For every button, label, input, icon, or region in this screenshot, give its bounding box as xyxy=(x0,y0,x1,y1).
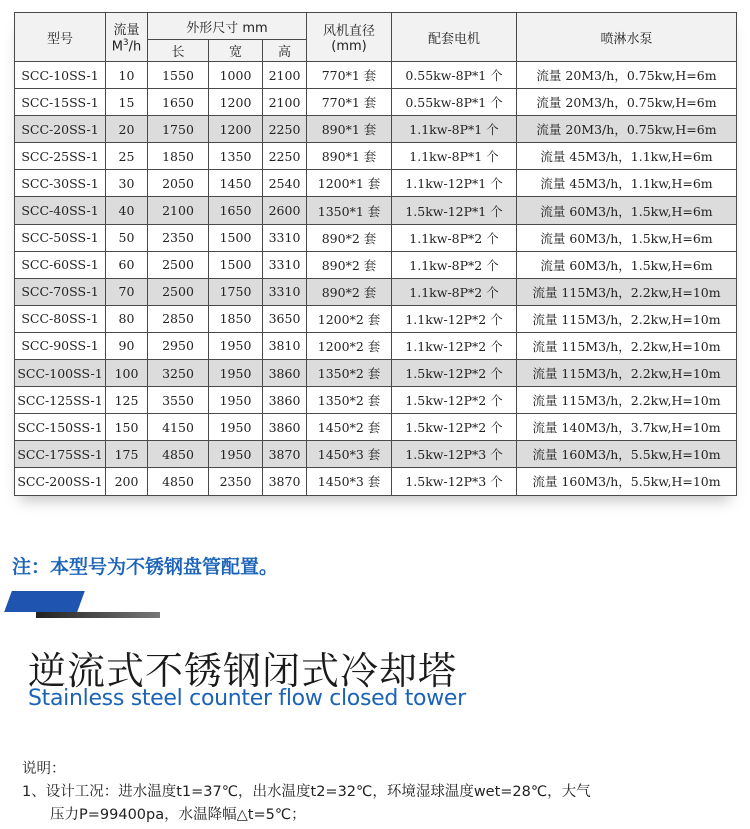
cell-fan: 1200*2 套 xyxy=(307,305,392,332)
cell-model: SCC-100SS-1 xyxy=(15,360,106,387)
decorative-bar xyxy=(0,591,170,627)
cell-model: SCC-20SS-1 xyxy=(15,116,106,143)
cell-pump: 流量 20M3/h，0.75kw,H=6m xyxy=(517,89,737,116)
cell-width: 1500 xyxy=(209,224,263,251)
cell-motor: 1.1kw-12P*1 个 xyxy=(392,170,517,197)
table-row xyxy=(15,278,737,305)
table-row xyxy=(15,170,737,197)
header-width: 宽 xyxy=(209,40,263,62)
cell-model: SCC-50SS-1 xyxy=(15,224,106,251)
header-flow-label: 流量 xyxy=(113,23,140,39)
description-item-1-line-2: 压力P=99400pa，水温降幅△t=5℃； xyxy=(50,807,306,823)
cell-length: 2850 xyxy=(148,305,209,332)
table-row xyxy=(15,414,737,441)
cell-fan: 1350*2 套 xyxy=(307,360,392,387)
cell-pump: 流量 115M3/h，2.2kw,H=10m xyxy=(517,360,737,387)
cell-length: 2350 xyxy=(148,224,209,251)
cell-pump: 流量 20M3/h，0.75kw,H=6m xyxy=(517,116,737,143)
cell-fan: 1350*2 套 xyxy=(307,387,392,414)
header-height: 高 xyxy=(263,40,307,62)
cell-pump: 流量 115M3/h，2.2kw,H=10m xyxy=(517,305,737,332)
cell-width: 1200 xyxy=(209,89,263,116)
cell-height: 2250 xyxy=(263,143,307,170)
cell-fan: 890*2 套 xyxy=(307,278,392,305)
cell-fan: 890*2 套 xyxy=(307,251,392,278)
cell-motor: 1.1kw-8P*2 个 xyxy=(392,278,517,305)
cell-flow: 60 xyxy=(106,251,148,278)
cell-fan: 770*1 套 xyxy=(307,89,392,116)
cell-length: 4850 xyxy=(148,468,209,495)
cell-flow: 20 xyxy=(106,116,148,143)
table-row xyxy=(15,143,737,170)
cell-flow: 15 xyxy=(106,89,148,116)
cell-width: 2350 xyxy=(209,468,263,495)
cell-length: 1850 xyxy=(148,143,209,170)
cell-flow: 100 xyxy=(106,360,148,387)
cell-length: 1650 xyxy=(148,89,209,116)
cell-motor: 1.1kw-12P*2 个 xyxy=(392,332,517,359)
header-motor: 配套电机 xyxy=(392,13,517,62)
cell-width: 1950 xyxy=(209,360,263,387)
cell-flow: 200 xyxy=(106,468,148,495)
cell-motor: 0.55kw-8P*1 个 xyxy=(392,89,517,116)
config-note: 注：本型号为不锈钢盘管配置。 xyxy=(12,556,279,578)
cell-flow: 150 xyxy=(106,414,148,441)
cell-model: SCC-60SS-1 xyxy=(15,251,106,278)
title-chinese: 逆流式不锈钢闭式冷却塔 xyxy=(28,649,458,693)
cell-fan: 1450*3 套 xyxy=(307,468,392,495)
table-row xyxy=(15,197,737,224)
table-row xyxy=(15,305,737,332)
cell-width: 1950 xyxy=(209,332,263,359)
cell-flow: 50 xyxy=(106,224,148,251)
cell-width: 1500 xyxy=(209,251,263,278)
table-row xyxy=(15,441,737,468)
cell-fan: 1200*1 套 xyxy=(307,170,392,197)
cell-flow: 25 xyxy=(106,143,148,170)
cell-flow: 10 xyxy=(106,62,148,89)
cell-fan: 890*1 套 xyxy=(307,143,392,170)
cell-height: 3310 xyxy=(263,251,307,278)
cell-pump: 流量 60M3/h，1.5kw,H=6m xyxy=(517,224,737,251)
cell-length: 3550 xyxy=(148,387,209,414)
cell-motor: 1.5kw-12P*2 个 xyxy=(392,414,517,441)
cell-flow: 125 xyxy=(106,387,148,414)
cell-height: 3870 xyxy=(263,468,307,495)
cell-model: SCC-10SS-1 xyxy=(15,62,106,89)
cell-motor: 1.5kw-12P*3 个 xyxy=(392,441,517,468)
cell-width: 1350 xyxy=(209,143,263,170)
cell-width: 1950 xyxy=(209,414,263,441)
header-flow-unit: $M^3/h$ xyxy=(111,38,142,55)
cell-fan: 770*1 套 xyxy=(307,62,392,89)
title-english: Stainless steel counter flow closed tower xyxy=(28,686,466,711)
cell-pump: 流量 115M3/h，2.2kw,H=10m xyxy=(517,278,737,305)
cell-flow: 70 xyxy=(106,278,148,305)
header-model: 型号 xyxy=(15,13,106,62)
cell-motor: 1.5kw-12P*2 个 xyxy=(392,387,517,414)
cell-length: 4150 xyxy=(148,414,209,441)
cell-height: 3310 xyxy=(263,278,307,305)
cell-fan: 1350*1 套 xyxy=(307,197,392,224)
cell-model: SCC-15SS-1 xyxy=(15,89,106,116)
table-row xyxy=(15,332,737,359)
cell-width: 1850 xyxy=(209,305,263,332)
cell-pump: 流量 140M3/h，3.7kw,H=10m xyxy=(517,414,737,441)
cell-model: SCC-70SS-1 xyxy=(15,278,106,305)
cell-motor: 1.1kw-8P*1 个 xyxy=(392,116,517,143)
cell-fan: 890*2 套 xyxy=(307,224,392,251)
cell-width: 1200 xyxy=(209,116,263,143)
cell-flow: 80 xyxy=(106,305,148,332)
description-heading: 说明： xyxy=(22,761,66,777)
cell-pump: 流量 60M3/h，1.5kw,H=6m xyxy=(517,197,737,224)
cell-height: 2600 xyxy=(263,197,307,224)
header-fan-diameter: 风机直径 (mm) xyxy=(307,13,392,62)
cell-flow: 40 xyxy=(106,197,148,224)
table-row xyxy=(15,89,737,116)
cell-length: 1750 xyxy=(148,116,209,143)
cell-model: SCC-125SS-1 xyxy=(15,387,106,414)
cell-fan: 1200*2 套 xyxy=(307,332,392,359)
cell-pump: 流量 45M3/h，1.1kw,H=6m xyxy=(517,170,737,197)
cell-length: 2500 xyxy=(148,278,209,305)
header-length: 长 xyxy=(148,40,209,62)
cell-model: SCC-25SS-1 xyxy=(15,143,106,170)
cell-model: SCC-200SS-1 xyxy=(15,468,106,495)
cell-pump: 流量 45M3/h，1.1kw,H=6m xyxy=(517,143,737,170)
cell-model: SCC-150SS-1 xyxy=(15,414,106,441)
table-header xyxy=(15,13,737,62)
cell-motor: 1.1kw-8P*2 个 xyxy=(392,251,517,278)
cell-motor: 1.5kw-12P*2 个 xyxy=(392,360,517,387)
cell-height: 3870 xyxy=(263,441,307,468)
cell-length: 2100 xyxy=(148,197,209,224)
cell-width: 1000 xyxy=(209,62,263,89)
cell-fan: 890*1 套 xyxy=(307,116,392,143)
table-row xyxy=(15,251,737,278)
cell-motor: 1.5kw-12P*3 个 xyxy=(392,468,517,495)
cell-width: 1750 xyxy=(209,278,263,305)
cell-flow: 175 xyxy=(106,441,148,468)
table-row xyxy=(15,62,737,89)
cell-width: 1650 xyxy=(209,197,263,224)
cell-pump: 流量 160M3/h，5.5kw,H=10m xyxy=(517,441,737,468)
cell-pump: 流量 160M3/h，5.5kw,H=10m xyxy=(517,468,737,495)
decorative-blue-block xyxy=(4,591,85,612)
cell-height: 2100 xyxy=(263,89,307,116)
cell-pump: 流量 60M3/h，1.5kw,H=6m xyxy=(517,251,737,278)
cell-length: 2050 xyxy=(148,170,209,197)
table-row xyxy=(15,468,737,495)
cell-width: 1950 xyxy=(209,387,263,414)
cell-model: SCC-90SS-1 xyxy=(15,332,106,359)
cell-pump: 流量 115M3/h，2.2kw,H=10m xyxy=(517,387,737,414)
table-row xyxy=(15,224,737,251)
description xyxy=(22,758,591,827)
cell-pump: 流量 20M3/h，0.75kw,H=6m xyxy=(517,62,737,89)
cell-length: 2950 xyxy=(148,332,209,359)
cell-model: SCC-80SS-1 xyxy=(15,305,106,332)
description-item-1-line-1: 1、设计工况：进水温度t1=37℃，出水温度t2=32℃，环境湿球温度wet=28℃，大气 xyxy=(22,784,591,800)
cell-height: 3860 xyxy=(263,360,307,387)
header-flow xyxy=(106,13,148,62)
cell-pump: 流量 115M3/h，2.2kw,H=10m xyxy=(517,332,737,359)
cell-motor: 1.1kw-8P*2 个 xyxy=(392,224,517,251)
table-body xyxy=(15,62,737,496)
spec-table-container xyxy=(14,12,736,496)
cell-model: SCC-175SS-1 xyxy=(15,441,106,468)
cell-model: SCC-30SS-1 xyxy=(15,170,106,197)
cell-height: 3860 xyxy=(263,387,307,414)
cell-height: 3860 xyxy=(263,414,307,441)
cell-width: 1450 xyxy=(209,170,263,197)
decorative-dark-line xyxy=(36,612,160,618)
cell-length: 3250 xyxy=(148,360,209,387)
cell-flow: 30 xyxy=(106,170,148,197)
cell-length: 4850 xyxy=(148,441,209,468)
cell-length: 1550 xyxy=(148,62,209,89)
header-dimensions: 外形尺寸 mm xyxy=(148,13,307,40)
cell-fan: 1450*3 套 xyxy=(307,441,392,468)
cell-flow: 90 xyxy=(106,332,148,359)
cell-height: 2100 xyxy=(263,62,307,89)
table-row xyxy=(15,387,737,414)
cell-motor: 0.55kw-8P*1 个 xyxy=(392,62,517,89)
cell-motor: 1.1kw-12P*2 个 xyxy=(392,305,517,332)
cell-motor: 1.1kw-8P*1 个 xyxy=(392,143,517,170)
cell-motor: 1.5kw-12P*1 个 xyxy=(392,197,517,224)
cell-length: 2500 xyxy=(148,251,209,278)
spec-table xyxy=(14,12,737,496)
cell-height: 3650 xyxy=(263,305,307,332)
cell-width: 1950 xyxy=(209,441,263,468)
table-row xyxy=(15,360,737,387)
header-pump: 喷淋水泵 xyxy=(517,13,737,62)
cell-fan: 1450*2 套 xyxy=(307,414,392,441)
cell-height: 2250 xyxy=(263,116,307,143)
cell-model: SCC-40SS-1 xyxy=(15,197,106,224)
cell-height: 3310 xyxy=(263,224,307,251)
table-row xyxy=(15,116,737,143)
cell-height: 2540 xyxy=(263,170,307,197)
cell-height: 3810 xyxy=(263,332,307,359)
